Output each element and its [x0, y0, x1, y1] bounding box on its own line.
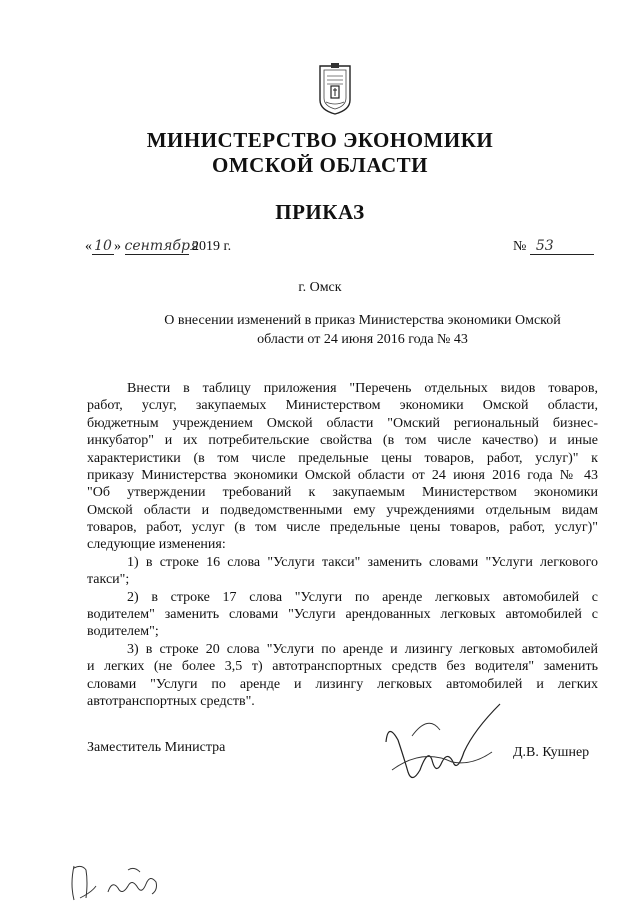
ministry-name-line2: ОМСКОЙ ОБЛАСТИ — [212, 153, 428, 177]
order-subject — [140, 311, 585, 349]
signer-position: Заместитель Министра — [87, 740, 226, 755]
number-label: № — [513, 239, 527, 254]
body-line: инкубатор" и их потребительские свойства (в том числе качество) и иные — [87, 433, 598, 448]
body-line: и легких (не более 3,5 т) автотранспортных средств без водителя" заменить — [87, 659, 598, 674]
order-date — [85, 238, 231, 255]
document-type-title: ПРИКАЗ — [275, 200, 365, 224]
body-line: 3) в строке 20 слова "Услуги по аренде и лизингу легковых автомобилей — [127, 642, 598, 657]
body-line: водителем" заменить словами "Услуги арендованных легковых автомобилей с — [87, 607, 598, 622]
date-day: 10 — [92, 238, 114, 255]
body-line: работ, услуг, закупаемых Министерством экономики Омской области, — [87, 398, 598, 413]
body-line: бюджетным учреждением Омской области "Омский региональный бизнес- — [87, 416, 598, 431]
date-open-quote: « — [85, 239, 92, 254]
handwritten-signature-icon — [382, 700, 502, 790]
body-line: товаров, работ, услуг (в том числе предельные цены товаров, работ, услуг)" — [87, 520, 598, 535]
handwritten-initials-icon — [68, 862, 168, 902]
body-line: 2) в строке 17 слова "Услуги по аренде легковых автомобилей с — [127, 590, 598, 605]
omsk-region-coat-of-arms-icon — [318, 60, 352, 116]
body-line: приказу Министерства экономики Омской области от 24 июня 2016 года № 43 — [87, 468, 598, 483]
body-line: характеристики (в том числе предельные цены товаров, работ, услуг)" к — [87, 451, 598, 466]
body-line: Внести в таблицу приложения "Перечень отдельных видов товаров, — [127, 381, 598, 396]
ministry-name-line1: МИНИСТЕРСТВО ЭКОНОМИКИ — [146, 128, 494, 152]
body-line: словами "Услуги по аренде и лизингу легковых автомобилей и легких — [87, 677, 598, 692]
body-line: автотранспортных средств". — [87, 694, 255, 709]
signer-name: Д.В. Кушнер — [513, 745, 590, 760]
subject-line: области от 24 июня 2016 года № 43 — [257, 332, 468, 347]
body-line: "Об утверждении требований к закупаемым Министерством экономики — [87, 485, 598, 500]
body-line: такси"; — [87, 572, 130, 587]
body-line: Омской области и подведомственными ему учреждениями отдельным видам — [87, 503, 598, 518]
date-month: сентября — [124, 238, 200, 254]
city: г. Омск — [298, 280, 342, 295]
order-number — [513, 238, 594, 255]
body-line: следующие изменения: — [87, 537, 226, 552]
body-line: 1) в строке 16 слова "Услуги такси" заменить словами "Услуги легкового — [127, 555, 598, 570]
date-close-quote: » — [114, 239, 121, 254]
date-year: 2019 г. — [192, 239, 232, 254]
subject-line: О внесении изменений в приказ Министерства экономики Омской — [164, 313, 561, 328]
body-line: водителем"; — [87, 624, 159, 639]
number-value: 53 — [530, 238, 594, 255]
